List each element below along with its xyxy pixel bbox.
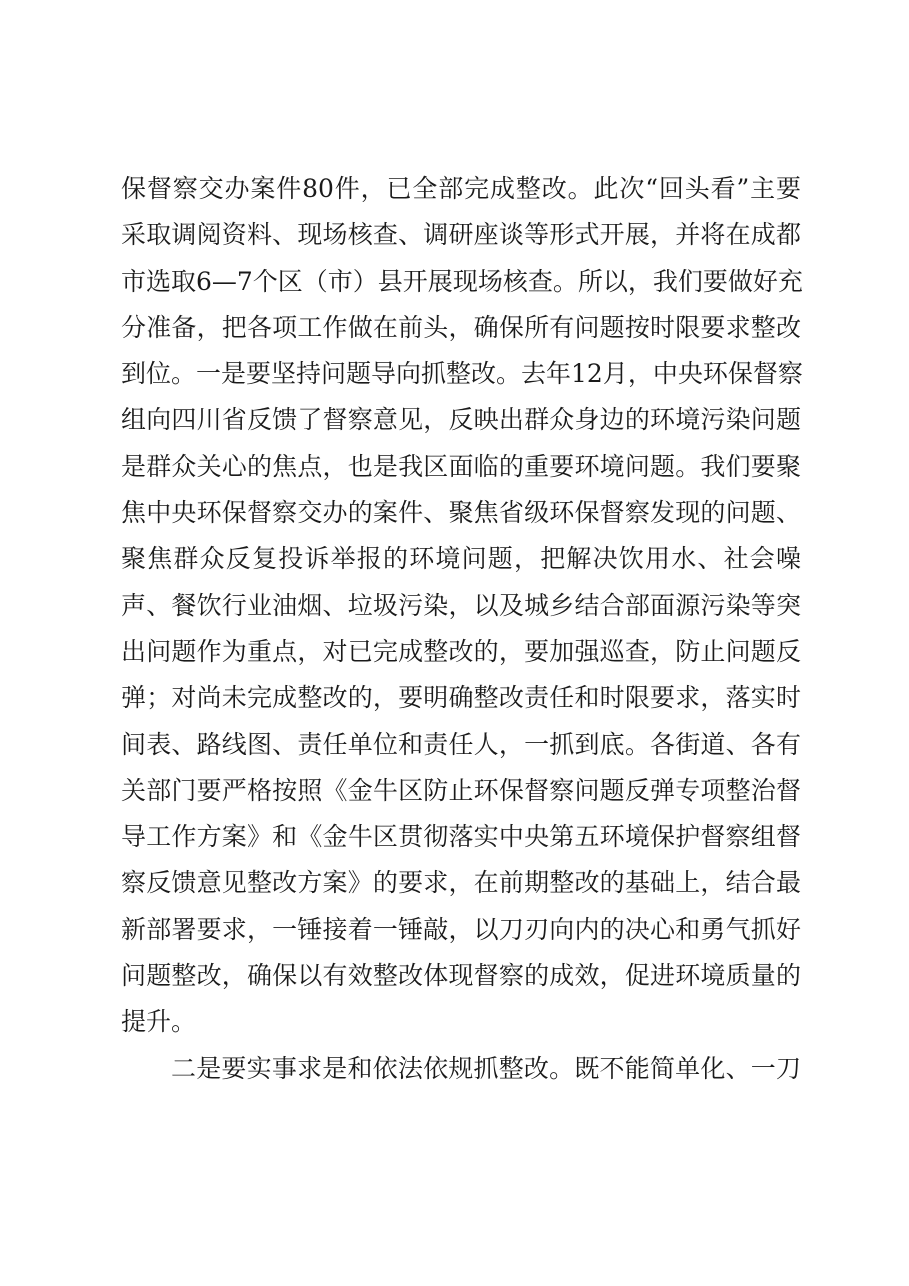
text-line: 导工作方案》和《金牛区贯彻落实中央第五环境保护督察组督: [121, 822, 801, 852]
text-line: 是群众关心的焦点，也是我区面临的重要环境问题。我们要聚: [121, 451, 801, 481]
text-line: 到位。一是要坚持问题导向抓整改。去年12月，中央环保督察: [121, 359, 803, 389]
text-line: 采取调阅资料、现场核查、调研座谈等形式开展，并将在成都: [121, 220, 801, 250]
text-line: 新部署要求，一锤接着一锤敲，以刀刃向内的决心和勇气抓好: [121, 914, 801, 944]
text-line: 保督察交办案件80件，已全部完成整改。此次“回头看”主要: [121, 174, 801, 203]
text-line: 市选取6—7个区（市）县开展现场核查。所以，我们要做好充: [121, 266, 803, 296]
text-line: 提升。: [121, 1007, 197, 1037]
text-line: 问题整改，确保以有效整改体现督察的成效，促进环境质量的: [121, 961, 801, 991]
text-line: 出问题作为重点，对已完成整改的，要加强巡查，防止问题反: [121, 636, 801, 666]
text-line: 焦中央环保督察交办的案件、聚焦省级环保督察发现的问题、: [121, 498, 801, 528]
text-line: 组向四川省反馈了督察意见，反映出群众身边的环境污染问题: [121, 405, 801, 435]
text-line: 间表、路线图、责任单位和责任人，一抓到底。各街道、各有: [121, 729, 801, 759]
text-line: 弹；对尚未完成整改的，要明确整改责任和时限要求，落实时: [121, 683, 801, 713]
text-line: 二是要实事求是和依法依规抓整改。既不能简单化、一刀: [171, 1053, 801, 1083]
text-line: 分准备，把各项工作做在前头，确保所有问题按时限要求整改: [121, 312, 801, 342]
text-line: 察反馈意见整改方案》的要求，在前期整改的基础上，结合最: [121, 868, 801, 898]
text-line: 聚焦群众反复投诉举报的环境问题，把解决饮用水、社会噪: [121, 544, 801, 574]
body-text: [121, 166, 801, 1092]
text-line: 关部门要严格按照《金牛区防止环保督察问题反弹专项整治督: [121, 775, 801, 805]
paragraph-2: [121, 1046, 801, 1092]
text-line: 声、餐饮行业油烟、垃圾污染，以及城乡结合部面源污染等突: [121, 590, 801, 620]
paragraph-1: [121, 166, 801, 1046]
